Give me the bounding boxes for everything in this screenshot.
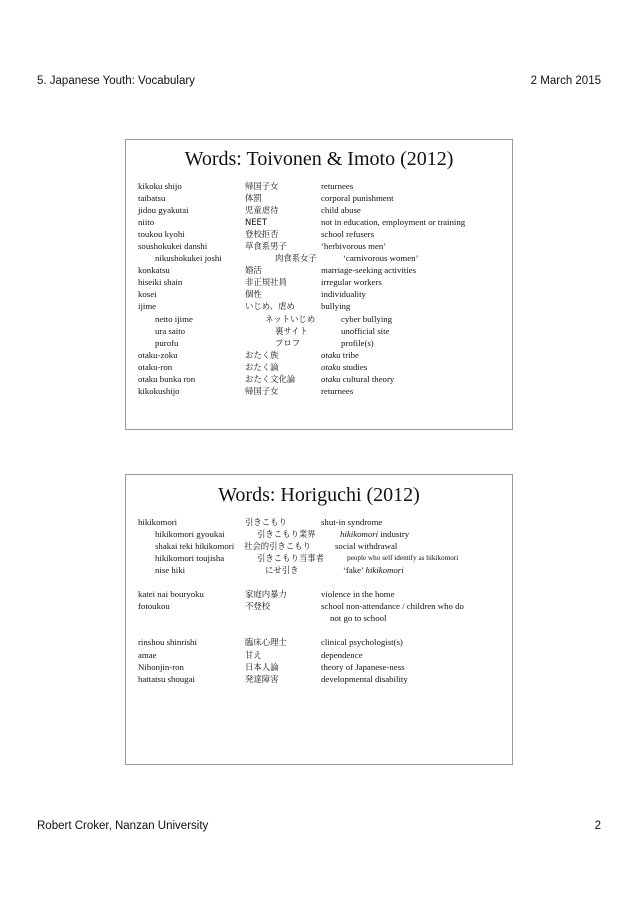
slide-title: Words: Toivonen & Imoto (2012) — [184, 148, 454, 170]
romaji: katei nai bouryoku — [138, 589, 204, 600]
romaji: amae — [138, 649, 157, 660]
meaning: clinical psychologist(s) — [321, 637, 403, 648]
header-date: 2 March 2015 — [530, 75, 601, 87]
meaning-italic: otaku — [321, 361, 341, 372]
slide-horiguchi — [125, 474, 513, 765]
footer-author: Robert Croker, Nanzan University — [37, 820, 209, 832]
romaji: niito — [138, 217, 155, 228]
vocab-row — [138, 564, 508, 576]
romaji: netto ijime — [155, 313, 193, 324]
meaning: shut-in syndrome — [321, 517, 383, 527]
meaning: bullying — [321, 301, 351, 312]
romaji: shakai teki hikikomori — [155, 541, 235, 552]
meaning: ‘carnivorous women’ — [343, 253, 419, 264]
japanese: 帰国子女 — [245, 181, 279, 191]
meaning: returnees — [321, 181, 354, 191]
meaning — [321, 349, 359, 361]
romaji: hikikomori toujisha — [155, 553, 225, 564]
romaji: otaku-zoku — [138, 349, 178, 360]
meaning: school non-attendance / children who do — [321, 601, 464, 612]
vocab-row — [138, 361, 508, 373]
vocab-row — [138, 300, 508, 312]
meaning-italic: hikikomori — [340, 529, 379, 540]
meaning: developmental disability — [321, 673, 408, 684]
vocab-row — [138, 252, 508, 264]
vocab-row — [138, 192, 508, 204]
meaning: social withdrawal — [335, 541, 398, 552]
meaning: theory of Japanese-ness — [321, 661, 405, 672]
vocab-row — [138, 216, 508, 228]
romaji: nise hiki — [155, 565, 186, 576]
meaning-rest: studies — [340, 361, 368, 372]
romaji: hattatsu shougai — [138, 673, 195, 684]
romaji: nikushokukei joshi — [155, 253, 222, 264]
meaning: not in education, employment or training — [321, 217, 466, 228]
meaning: cyber bullying — [341, 313, 393, 324]
meaning-rest: ‘fake’ — [343, 565, 366, 576]
meaning: school refusers — [321, 229, 375, 240]
spacer — [138, 624, 508, 636]
vocab-row — [138, 600, 508, 612]
vocab-row — [138, 649, 508, 661]
vocab-row — [138, 385, 508, 397]
japanese: 婚活 — [245, 265, 262, 276]
vocab-row — [138, 288, 508, 300]
vocab-row — [138, 228, 508, 240]
japanese: NEET — [245, 217, 267, 228]
meaning: profile(s) — [341, 337, 374, 348]
meaning: unofficial site — [341, 325, 390, 336]
vocab-row-continued — [138, 612, 508, 624]
vocab-row — [138, 180, 508, 192]
vocab-row — [138, 552, 508, 564]
romaji: otaku-ron — [138, 361, 173, 372]
meaning — [321, 361, 367, 373]
slide-toivonen-imoto — [125, 139, 513, 430]
meaning-rest: tribe — [340, 349, 359, 360]
vocab-row — [138, 204, 508, 216]
vocab-row — [138, 588, 508, 600]
romaji: kikokushijo — [138, 385, 180, 396]
romaji: kikoku shijo — [138, 181, 182, 191]
vocab-row — [138, 373, 508, 385]
meaning: ‘herbivorous men’ — [321, 241, 387, 252]
japanese: 社会的引きこもり — [244, 541, 311, 552]
japanese: 発達障害 — [245, 673, 279, 684]
vocab-row — [138, 528, 508, 540]
japanese: 体罰 — [245, 193, 262, 204]
romaji: fotoukou — [138, 601, 170, 612]
vocab-row — [138, 240, 508, 252]
romaji: kosei — [138, 289, 157, 300]
spacer — [138, 576, 508, 588]
romaji: hiseiki shain — [138, 277, 183, 288]
japanese: 個性 — [245, 289, 262, 300]
japanese: 不登校 — [245, 601, 271, 612]
romaji: ijime — [138, 301, 157, 312]
japanese: プロフ — [275, 337, 301, 348]
romaji: purofu — [155, 337, 179, 348]
romaji: jidou gyakutai — [138, 205, 189, 216]
japanese: おたく論 — [245, 361, 279, 372]
japanese: 登校拒否 — [245, 229, 279, 240]
meaning: not go to school — [330, 613, 387, 624]
vocab-row — [138, 325, 508, 337]
japanese: 甘え — [245, 649, 262, 660]
vocab-row — [138, 313, 508, 325]
meaning-italic: otaku — [321, 373, 341, 384]
romaji: Nihonjin-ron — [138, 661, 184, 672]
japanese: 日本人論 — [245, 661, 279, 672]
japanese: 児童虐待 — [245, 205, 279, 216]
slide-title: Words: Horiguchi (2012) — [218, 484, 420, 506]
vocab-row — [138, 349, 508, 361]
vocab-row — [138, 276, 508, 288]
romaji: hikikomori gyoukai — [155, 529, 225, 540]
meaning: violence in the home — [321, 589, 395, 600]
meaning — [340, 528, 409, 540]
meaning-italic: hikikomori — [365, 565, 404, 576]
meaning: corporal punishment — [321, 193, 394, 204]
meaning — [343, 564, 404, 576]
japanese: 引きこもり — [245, 517, 287, 527]
japanese: にせ引き — [265, 565, 299, 576]
vocab-list — [138, 180, 508, 397]
japanese: 草食系男子 — [245, 241, 287, 252]
japanese: 肉食系女子 — [275, 253, 317, 264]
vocab-list — [138, 516, 508, 685]
vocab-row — [138, 661, 508, 673]
meaning: child abuse — [321, 205, 361, 216]
japanese: いじめ、虐め — [245, 301, 295, 312]
japanese: ネットいじめ — [265, 313, 316, 324]
japanese: 引きこもり当事者 — [257, 553, 324, 564]
romaji: konkatsu — [138, 265, 170, 276]
meaning: marriage-seeking activities — [321, 265, 417, 276]
japanese: 引きこもり業界 — [257, 529, 316, 540]
romaji: ura saito — [155, 325, 186, 336]
japanese: 帰国子女 — [245, 385, 279, 396]
meaning-rest: industry — [378, 529, 410, 540]
meaning-rest: cultural theory — [340, 373, 395, 384]
japanese: おたく文化論 — [245, 373, 296, 384]
page-number: 2 — [594, 820, 601, 832]
meaning: returnees — [321, 385, 354, 396]
romaji: toukou kyohi — [138, 229, 185, 240]
header-title: 5. Japanese Youth: Vocabulary — [37, 75, 195, 87]
japanese: 家庭内暴力 — [245, 589, 287, 600]
vocab-row — [138, 540, 508, 552]
vocab-row — [138, 673, 508, 685]
meaning-italic: otaku — [321, 349, 341, 360]
japanese: 臨床心理士 — [245, 637, 287, 648]
vocab-row — [138, 337, 508, 349]
romaji: hikikomori — [138, 517, 178, 527]
romaji: soushokukei danshi — [138, 241, 208, 252]
vocab-row — [138, 636, 508, 648]
japanese: 非正規社員 — [245, 277, 287, 288]
romaji: otaku bunka ron — [138, 373, 196, 384]
meaning: individuality — [321, 289, 366, 300]
japanese: おたく族 — [245, 349, 279, 360]
meaning — [321, 373, 394, 385]
meaning: people who self identify as hikikomori — [347, 554, 459, 563]
vocab-row — [138, 264, 508, 276]
romaji: rinshou shinrishi — [138, 637, 197, 648]
vocab-row — [138, 516, 508, 528]
romaji: taibatsu — [138, 193, 166, 204]
meaning: dependence — [321, 649, 363, 660]
japanese: 裏サイト — [275, 325, 308, 336]
meaning: irregular workers — [321, 277, 382, 288]
